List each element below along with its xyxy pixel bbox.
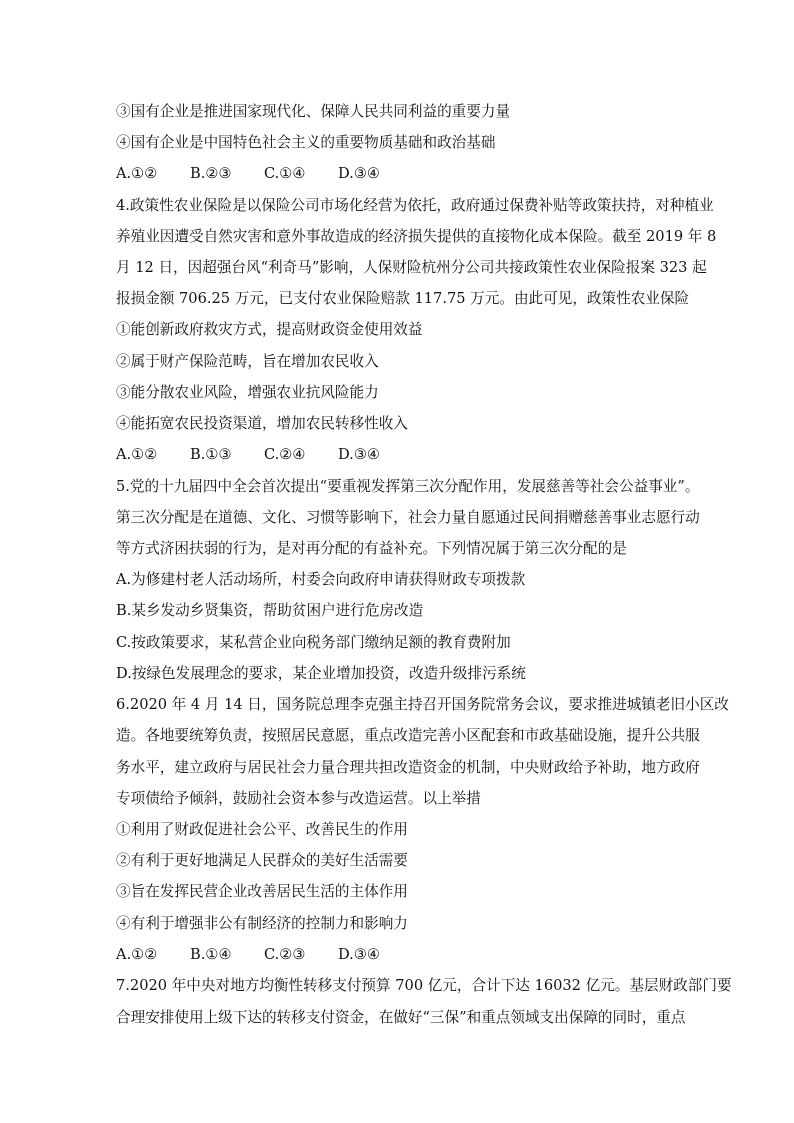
q6-options <box>116 945 684 965</box>
q3-option-a: A.①② <box>116 165 158 182</box>
q6-option-c: C.②③ <box>264 946 306 963</box>
q5-choice-c: C.按政策要求，某私营企业向税务部门缴纳足额的教育费附加 <box>116 634 511 651</box>
q4-item-4: ④能拓宽农民投资渠道，增加农民转移性收入 <box>116 415 408 432</box>
q6-stem-line-1: 6.2020 年 4 月 14 日，国务院总理李克强主持召开国务院常务会议，要求推进城镇老旧小区改 <box>116 696 729 713</box>
q6-stem-line-2: 造。各地要统筹负责，按照居民意愿，重点改造完善小区配套和市政基础设施，提升公共服 <box>116 727 700 744</box>
q6-item-2: ②有利于更好地满足人民群众的美好生活需要 <box>116 852 408 869</box>
q4-option-b: B.①③ <box>190 446 232 463</box>
q3-item-3: ③国有企业是推进国家现代化、保障人民共同利益的重要力量 <box>116 103 511 120</box>
q4-options <box>116 445 684 465</box>
q6-item-3: ③旨在发挥民营企业改善居民生活的主体作用 <box>116 883 408 900</box>
q4-stem-line-4: 报损金额 706.25 万元，已支付农业保险赔款 117.75 万元。由此可见，政策性农业保险 <box>116 290 690 307</box>
q4-item-3: ③能分散农业风险，增强农业抗风险能力 <box>116 384 379 401</box>
q3-options <box>116 164 684 184</box>
q4-option-c: C.②④ <box>264 446 306 463</box>
q5-stem-line-2: 第三次分配是在道德、文化、习惯等影响下，社会力量自愿通过民间捐赠慈善事业志愿行动 <box>116 509 700 526</box>
q4-stem-line-2: 养殖业因遭受自然灾害和意外事故造成的经济损失提供的直接物化成本保险。截至 2019 年 8 <box>116 228 717 245</box>
q6-option-a: A.①② <box>116 946 158 963</box>
q5-choice-d: D.按绿色发展理念的要求，某企业增加投资，改造升级排污系统 <box>116 665 526 682</box>
q6-item-1: ①利用了财政促进社会公平、改善民生的作用 <box>116 821 408 838</box>
q3-option-c: C.①④ <box>264 165 306 182</box>
q4-item-2: ②属于财产保险范畴，旨在增加农民收入 <box>116 353 379 370</box>
q4-stem-line-3: 月 12 日，因超强台风“利奇马”影响，人保财险杭州分公司共接政策性农业保险报案 323 起 <box>116 259 707 276</box>
q6-item-4: ④有利于增强非公有制经济的控制力和影响力 <box>116 915 408 932</box>
q3-option-b: B.②③ <box>190 165 232 182</box>
q5-choice-b: B.某乡发动乡贤集资，帮助贫困户进行危房改造 <box>116 602 424 619</box>
q4-stem-line-1: 4.政策性农业保险是以保险公司市场化经营为依托，政府通过保费补贴等政策扶持，对种植业 <box>116 197 714 214</box>
q4-option-a: A.①② <box>116 446 158 463</box>
q5-stem-line-1: 5.党的十九届四中全会首次提出“要重视发挥第三次分配作用，发展慈善等社会公益事业”。 <box>116 478 700 495</box>
q3-item-4: ④国有企业是中国特色社会主义的重要物质基础和政治基础 <box>116 134 496 151</box>
q3-option-d: D.③④ <box>338 165 380 182</box>
q4-option-d: D.③④ <box>338 446 380 463</box>
q6-option-b: B.①④ <box>190 946 232 963</box>
q5-stem-line-3: 等方式济困扶弱的行为，是对再分配的有益补充。下列情况属于第三次分配的是 <box>116 540 627 557</box>
q4-item-1: ①能创新政府救灾方式，提高财政资金使用效益 <box>116 321 423 338</box>
q6-stem-line-4: 专项债给予倾斜，鼓励社会资本参与改造运营。以上举措 <box>116 790 481 807</box>
q5-choice-a: A.为修建村老人活动场所，村委会向政府申请获得财政专项拨款 <box>116 571 526 588</box>
q6-stem-line-3: 务水平，建立政府与居民社会力量合理共担改造资金的机制，中央财政给予补助，地方政府 <box>116 759 700 776</box>
q7-stem-line-2: 合理安排使用上级下达的转移支付资金，在做好“三保”和重点领域支出保障的同时，重点 <box>116 1009 686 1026</box>
q7-stem-line-1: 7.2020 年中央对地方均衡性转移支付预算 700 亿元，合计下达 16032 亿元。基层财政部门要 <box>116 977 732 994</box>
q6-option-d: D.③④ <box>338 946 380 963</box>
